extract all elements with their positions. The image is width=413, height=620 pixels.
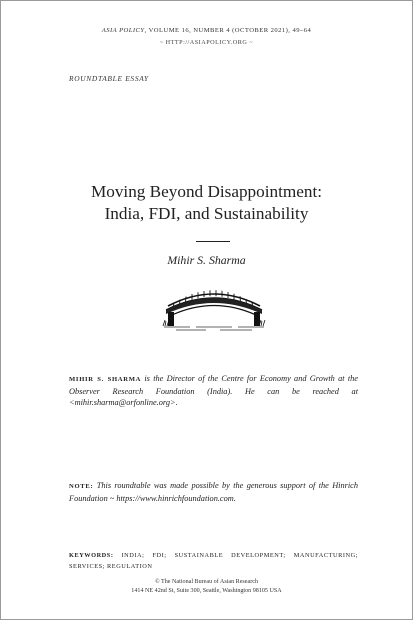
- note-text: This roundtable was made possible by the generous support of the Hinrich Foundation ~ https://www.hinrichfoundation.com.: [69, 481, 358, 503]
- citation-line: [1, 27, 412, 34]
- publisher-footer: [1, 578, 412, 595]
- essay-type-label: ROUNDTABLE ESSAY: [69, 74, 149, 83]
- publisher-address: 1414 NE 42nd St, Suite 300, Seattle, Washington 98105 USA: [131, 587, 282, 594]
- keywords-label: KEYWORDS:: [69, 552, 114, 559]
- keywords-list: INDIA; FDI; SUSTAINABLE DEVELOPMENT; MANUFACTURING; SERVICES; REGULATION: [69, 552, 358, 570]
- bridge-logo-icon: [162, 284, 266, 332]
- author-name: Mihir S. Sharma: [167, 253, 246, 267]
- author-bio: [69, 373, 358, 409]
- funding-note: [69, 480, 358, 504]
- bio-description: is the Director of the Centre for Economy and Growth at the Observer Research Foundation (India). He can be reached at <mihir.sharma@orfonline.org>.: [69, 374, 358, 408]
- copyright-line: © The National Bureau of Asian Research: [154, 579, 258, 585]
- title-divider: [196, 241, 230, 242]
- citation-details: , VOLUME 16, NUMBER 4 (OCTOBER 2021), 49–64: [144, 27, 312, 34]
- keywords: [69, 551, 358, 572]
- journal-name: ASIA POLICY: [101, 27, 145, 34]
- title-line-2: India, FDI, and Sustainability: [104, 204, 309, 223]
- title-line-1: Moving Beyond Disappointment:: [90, 182, 323, 201]
- note-label: NOTE:: [69, 483, 94, 490]
- bio-author-name: MIHIR S. SHARMA: [69, 376, 142, 383]
- journal-url[interactable]: ~ HTTP://ASIAPOLICY.ORG ~: [159, 39, 254, 46]
- article-title: [1, 181, 412, 225]
